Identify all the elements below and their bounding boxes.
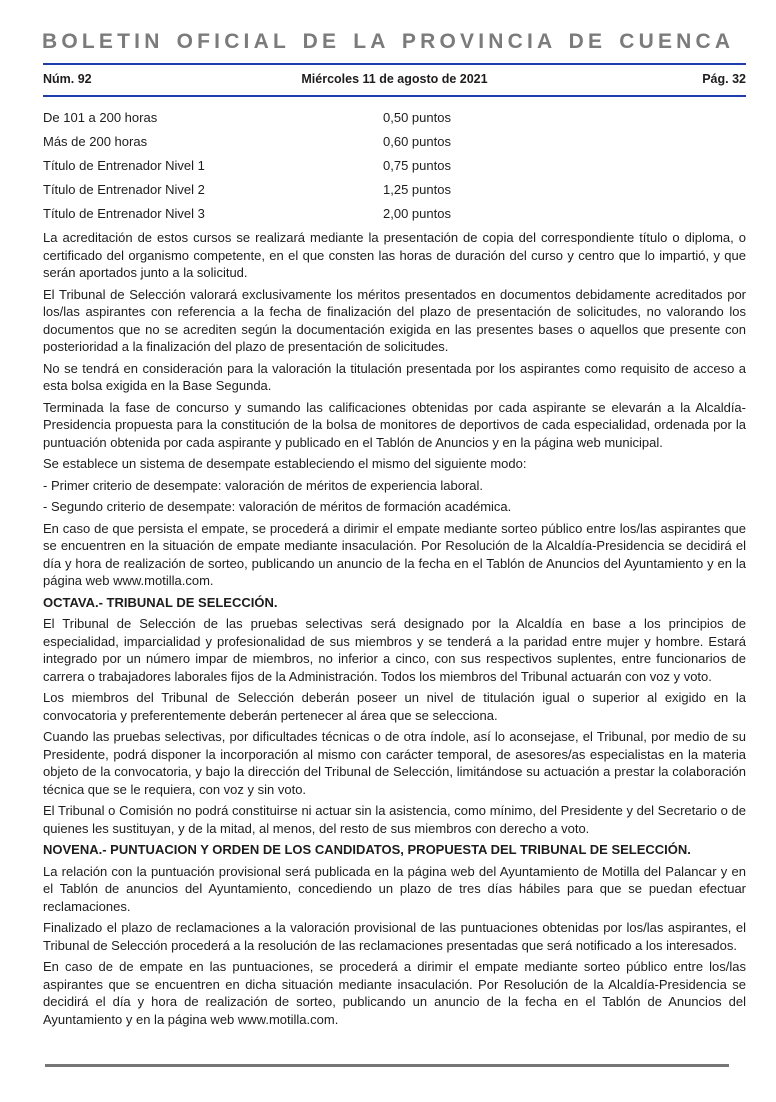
paragraph: No se tendrá en consideración para la valoración la titulación presentada por los aspirantes como requisito de acceso a esta bolsa exigida en la Base Segunda. [43, 360, 746, 393]
points-table-concept: Título de Entrenador Nivel 1 [43, 158, 205, 174]
content-blocks [43, 229, 746, 1028]
paragraph: En caso de que persista el empate, se procederá a dirimir el empate mediante sorteo público entre los/las aspirantes que se encuentren en la situación de empate mediante insaculación. Por Resolución de la Alcaldía-Presidencia se decidirá el día y hora de realización de sorteo, publicando un anuncio de la fecha en el Tablón de Anuncios del Ayuntamiento y en la página web www.motilla.com. [43, 520, 746, 588]
section-heading: OCTAVA.- TRIBUNAL DE SELECCIÓN. [43, 594, 278, 610]
issue-date: Miércoles 11 de agosto de 2021 [301, 72, 488, 86]
section-heading: NOVENA.- PUNTUACION Y ORDEN DE LOS CANDIDATOS, PROPUESTA DEL TRIBUNAL DE SELECCIÓN. [43, 842, 691, 857]
paragraph: Se establece un sistema de desempate estableciendo el mismo del siguiente modo: [43, 456, 527, 471]
points-table-row [43, 154, 746, 178]
points-table-points: 0,75 puntos [383, 158, 451, 174]
document-body [43, 106, 746, 1032]
page-number: Pág. 32 [702, 72, 746, 86]
points-table-points: 2,00 puntos [383, 206, 451, 222]
paragraph: El Tribunal de Selección de las pruebas selectivas será designado por la Alcaldía en base a los principios de especialidad, imparcialidad y profesionalidad de sus miembros y se tenderá a la paridad entre mujer y hombre. Estará integrado por un número impar de miembros, no inferior a cinco, con sus respectivos suplentes, entre funcionarios de carrera o trabajadores laborales fijos de la Administración. Todos los miembros del Tribunal actuarán con voz y voto. [43, 616, 746, 684]
header-infobar [43, 71, 746, 87]
paragraph: La relación con la puntuación provisional será publicada en la página web del Ayuntamiento de Motilla del Palancar y en el Tablón de anuncios del Ayuntamiento, concediendo un plazo de tres días hábiles para que se puedan efectuar reclamaciones. [43, 863, 746, 914]
paragraph: El Tribunal o Comisión no podrá constituirse ni actuar sin la asistencia, como mínimo, del Presidente y del Secretario o de quienes les sustituyan, y de la mitad, al menos, del resto de sus miembros con derecho a voto. [43, 803, 746, 836]
footer-rule [45, 1064, 729, 1067]
points-table-points: 1,25 puntos [383, 182, 451, 198]
points-table [43, 106, 746, 226]
points-table-concept: De 101 a 200 horas [43, 110, 158, 126]
points-table-points: 0,50 puntos [383, 110, 451, 126]
points-table-concept: Título de Entrenador Nivel 3 [43, 206, 205, 222]
paragraph: El Tribunal de Selección valorará exclusivamente los méritos presentados en documentos debidamente acreditados por los/las aspirantes con referencia a la fecha de finalización del plazo de presentación de solicitudes, no valorando los documentos que no se acrediten según la documentación exigida en las presentes bases o aquellos que presente con posterioridad a la finalización del plazo de presentación de solicitudes. [43, 286, 746, 354]
paragraph: Finalizado el plazo de reclamaciones a la valoración provisional de las puntuaciones obtenidas por los/las aspirantes, el Tribunal de Selección procederá a la resolución de las reclamaciones presentadas que será notificado a los interesados. [43, 920, 746, 953]
paragraph: Cuando las pruebas selectivas, por dificultades técnicas o de otra índole, así lo aconsejase, el Tribunal, por medio de su Presidente, podrá disponer la incorporación al mismo con carácter temporal, de asesores/as especialistas en la materia objeto de la convocatoria, y bajo la dirección del Tribunal de Selección, limitándose su actuación a prestar la colaboración técnica que se le requiera, con voz y sin voto. [43, 729, 746, 797]
points-table-row [43, 202, 746, 226]
header-rule-bottom [43, 95, 746, 97]
points-table-points: 0,60 puntos [383, 134, 451, 150]
points-table-row [43, 178, 746, 202]
issue-number: Núm. 92 [43, 72, 92, 86]
points-table-row [43, 106, 746, 130]
paragraph: La acreditación de estos cursos se realizará mediante la presentación de copia del correspondiente título o diploma, o certificado del organismo competente, en el que consten las horas de duración del curso y centro que lo impartió, y que serán aportados junto a la solicitud. [43, 230, 746, 280]
points-table-concept: Más de 200 horas [43, 134, 148, 150]
header-rule-top [43, 63, 746, 65]
points-table-concept: Título de Entrenador Nivel 2 [43, 182, 205, 198]
points-table-row [43, 130, 746, 154]
paragraph: En caso de de empate en las puntuaciones, se procederá a dirimir el empate mediante sorteo público entre los/las aspirantes que se encuentren en dicha situación mediante insaculación. Por Resolución de la Alcaldía-Presidencia se decidirá el día y hora de realización de sorteo, publicando un anuncio de la fecha en el Tablón de Anuncios del Ayuntamiento y en la página web www.motilla.com. [43, 959, 746, 1027]
paragraph: Los miembros del Tribunal de Selección deberán poseer un nivel de titulación igual o superior al exigido en la convocatoria y preferentemente deberán pertenecer al área que se selecciona. [43, 690, 746, 723]
masthead-title: BOLETIN OFICIAL DE LA PROVINCIA DE CUENCA [42, 30, 735, 53]
paragraph: - Segundo criterio de desempate: valoración de méritos de formación académica. [43, 499, 512, 514]
paragraph: - Primer criterio de desempate: valoración de méritos de experiencia laboral. [43, 477, 484, 493]
paragraph: Terminada la fase de concurso y sumando las calificaciones obtenidas por cada aspirante se elevarán a la Alcaldía-Presidencia propuesta para la constitución de la bolsa de monitores de deportivos de cada especialidad, ordenada por la puntuación obtenida por cada aspirante y publicado en el Tablón de Anuncios y en la página web municipal. [43, 399, 746, 450]
